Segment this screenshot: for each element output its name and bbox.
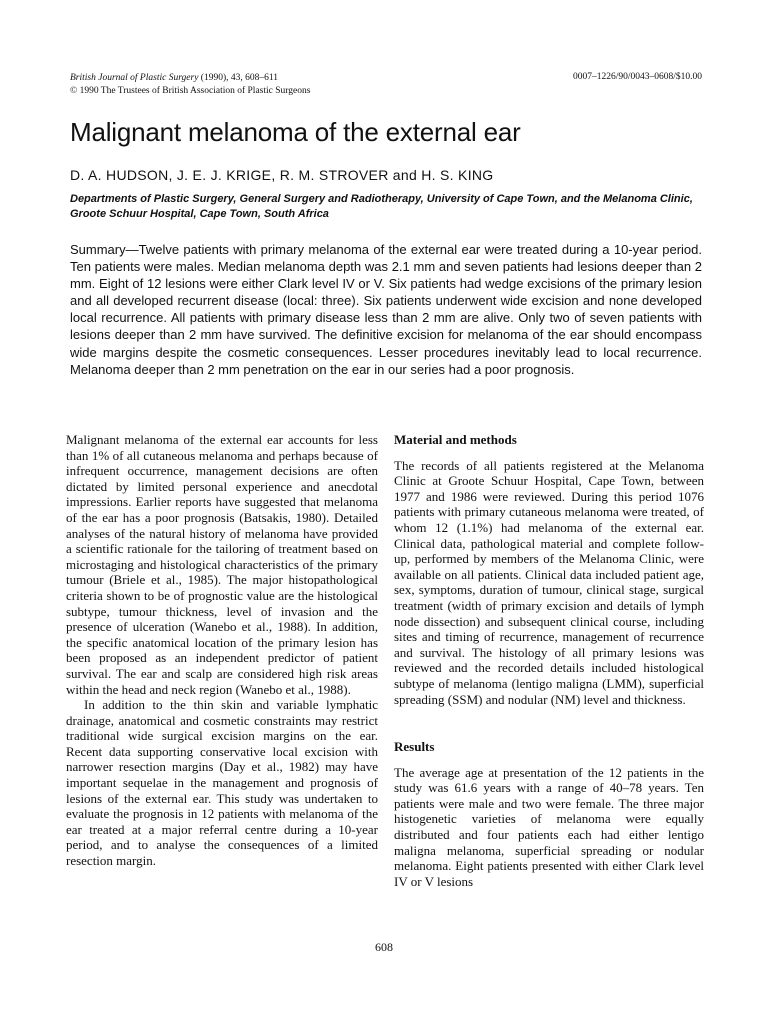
author-list: D. A. HUDSON, J. E. J. KRIGE, R. M. STROVER and H. S. KING	[70, 167, 494, 183]
article-code: 0007–1226/90/0043–0608/$10.00	[572, 72, 702, 82]
methods-heading: Material and methods	[394, 432, 517, 447]
methods-paragraph: The records of all patients registered at the Melanoma Clinic at Groote Schuur Hospital, Cape Town, between 1977 and 1986 were reviewed. During this period 1076 patients with primary cutaneous melanoma were treated, of whom 12 (1.1%) had melanoma of the external ear. Clinical data, pathological material and complete follow-up, performed by members of the Melanoma Clinic, were available on all patients. Clinical data included patient age, sex, symptoms, duration of tumour, clinical stage, surgical treatment (width of primary excision and details of lymph node dissection) and subsequent clinical course, including sites and timing of recurrence, management of recurrence and survival. The histology of all primary lesions was reviewed and the recorded details included histological subtype of melanoma (lentigo maligna (LMM), superficial spreading (SSM) and nodular (NM) level and thickness.	[394, 457, 704, 707]
intro-paragraph-1: Malignant melanoma of the external ear accounts for less than 1% of all cutaneous melanoma and perhaps because of infrequent occurrence, management decisions are often dictated by limited personal experience and anecdotal impressions. Earlier reports have suggested that melanoma of the ear has a poor prognosis (Batsakis, 1980). Detailed analyses of the natural history of melanoma have provided a scientific rationale for the tailoring of treatment based on microstaging and histological characteristics of the primary tumour (Briele et al., 1985). The major histopathological criteria shown to be of prognostic value are the histological subtype, tumour thickness, level of invasion and the presence of ulceration (Wanebo et al., 1988). In addition, the specific anatomical location of the primary lesion has been proposed as an independent predictor of patient survival. The ear and scalp are considered high risk areas within the head and neck region (Wanebo et al., 1988).	[66, 432, 378, 697]
left-column	[66, 432, 378, 869]
article-title: Malignant melanoma of the external ear	[70, 117, 521, 147]
right-column	[394, 432, 704, 889]
copyright-line: © 1990 The Trustees of British Association of Plastic Surgeons	[70, 86, 311, 96]
journal-citation	[70, 72, 310, 98]
affiliation: Departments of Plastic Surgery, General Surgery and Radiotherapy, University of Cape Town, and the Melanoma Clinic, Groote Schuur Hospital, Cape Town, South Africa	[70, 193, 693, 220]
journal-name: British Journal of Plastic Surgery	[70, 73, 199, 83]
page-number: 608	[375, 940, 393, 954]
summary-abstract: Summary—Twelve patients with primary melanoma of the external ear were treated during a 10-year period. Ten patients were males. Median melanoma depth was 2.1 mm and seven patients had lesions deeper than 2 mm. Eight of 12 lesions were either Clark level IV or V. Six patients had wedge excisions of the primary lesion and all developed recurrent disease (local: three). Six patients underwent wide excision and none developed local recurrence. All patients with primary disease less than 2 mm are alive. Only two of seven patients with lesions deeper than 2 mm have survived. The definitive excision for melanoma of the ear should encompass wide margins despite the cosmetic consequences. Lesser procedures inevitably lead to local recurrence. Melanoma deeper than 2 mm penetration on the ear in our series had a poor prognosis.	[70, 242, 702, 377]
intro-paragraph-2: In addition to the thin skin and variable lymphatic drainage, anatomical and cosmetic constraints may restrict traditional wide surgical excision margins on the ear. Recent data supporting conservative local excision with narrower resection margins (Day et al., 1982) may have important sequelae in the management and prognosis of lesions of the external ear. This study was undertaken to evaluate the prognosis in 12 patients with melanoma of the ear treated at a major referral centre during a 10-year period, and to analyse the consequences of a limited resection margin.	[66, 697, 378, 869]
results-heading: Results	[394, 739, 435, 755]
journal-volume: (1990), 43, 608–611	[198, 73, 279, 83]
results-paragraph: The average age at presentation of the 12 patients in the study was 61.6 years with a range of 40–78 years. Ten patients were male and two were female. The three major histogenetic varieties of melanoma were equally distributed and four patients each had either lentigo maligna melanoma, superficial spreading or nodular melanoma. Eight patients presented with either Clark level IV or V lesions	[394, 764, 704, 889]
